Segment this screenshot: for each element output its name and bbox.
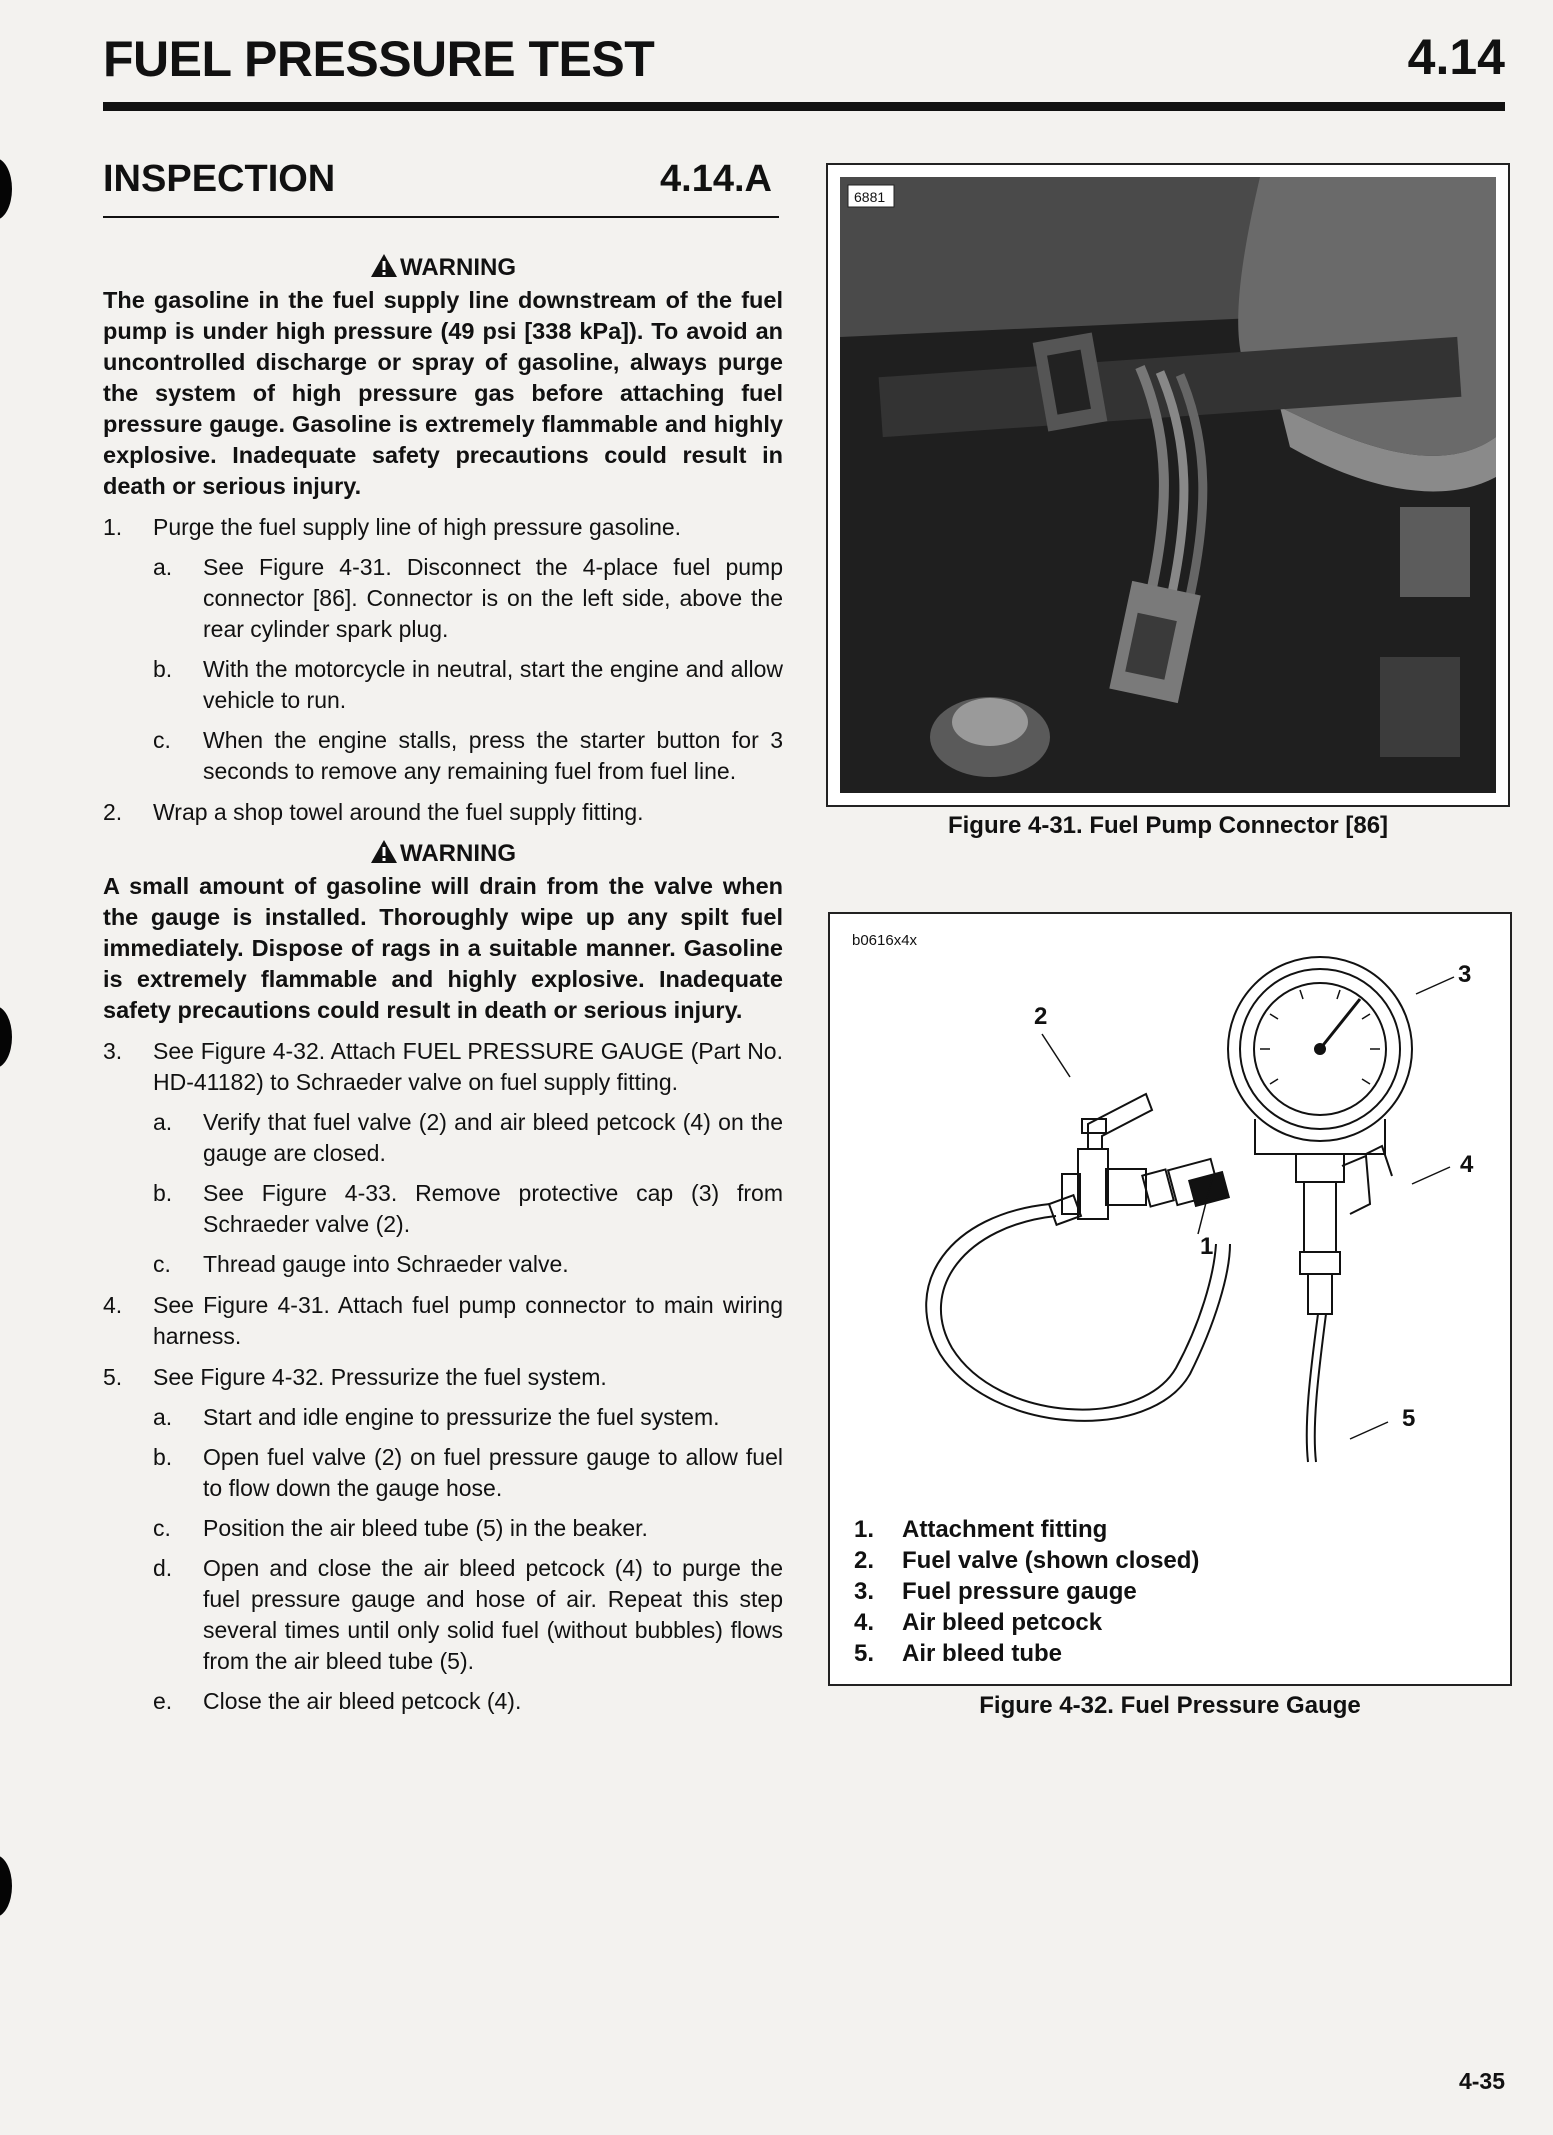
- legend-item: [854, 1576, 1199, 1607]
- substep-item: [103, 1178, 783, 1240]
- substep-letter: d.: [153, 1555, 173, 1581]
- fuel-pump-connector-photo: [840, 177, 1496, 793]
- step-item: [103, 797, 783, 828]
- step-text: See Figure 4-32. Pressurize the fuel system.: [153, 1364, 607, 1390]
- step-item: [103, 512, 783, 543]
- fuel-pressure-gauge-diagram: [830, 914, 1510, 1504]
- substep-letter: c.: [153, 1515, 171, 1541]
- figure-fuel-pump-connector: [826, 163, 1510, 807]
- substep-item: [103, 1513, 783, 1544]
- figure-caption: Figure 4-32. Fuel Pressure Gauge: [979, 1692, 1361, 1719]
- warning-heading: WARNING: [103, 252, 783, 283]
- step-text: See Figure 4-32. Attach FUEL PRESSURE GAUGE (Part No. HD-41182) to Schraeder valve on fuel supply fitting.: [153, 1038, 783, 1095]
- legend-number: 4.: [854, 1609, 875, 1636]
- step-item: [103, 1290, 783, 1352]
- legend-item: [854, 1545, 1199, 1576]
- step-number: 2.: [103, 799, 123, 825]
- callout-label: 5: [1402, 1405, 1416, 1432]
- legend-text: Air bleed tube: [902, 1640, 1063, 1667]
- substep-letter: a.: [153, 1404, 173, 1430]
- step-list: [103, 1036, 783, 1717]
- substep-letter: c.: [153, 727, 171, 753]
- legend-number: 2.: [854, 1547, 875, 1574]
- callout-label: 4: [1460, 1151, 1474, 1178]
- substep-item: [103, 1553, 783, 1677]
- substep-letter: a.: [153, 1109, 173, 1135]
- substep-letter: c.: [153, 1251, 171, 1277]
- substep-text: Open fuel valve (2) on fuel pressure gauge to allow fuel to flow down the gauge hose.: [203, 1444, 783, 1501]
- step-number: 5.: [103, 1364, 123, 1390]
- substep-letter: a.: [153, 554, 173, 580]
- legend-text: Fuel pressure gauge: [902, 1578, 1137, 1605]
- substep-item: [103, 552, 783, 645]
- page-number: 4-35: [1458, 2068, 1505, 2094]
- legend-text: Fuel valve (shown closed): [902, 1547, 1200, 1574]
- substep-text: With the motorcycle in neutral, start the engine and allow vehicle to run.: [203, 656, 783, 713]
- figure-caption: Figure 4-31. Fuel Pump Connector [86]: [947, 812, 1389, 839]
- substep-text: Verify that fuel valve (2) and air bleed petcock (4) on the gauge are closed.: [203, 1109, 783, 1166]
- callout-label: 1: [1200, 1233, 1214, 1260]
- legend-item: [854, 1514, 1199, 1545]
- legend-item: [854, 1607, 1199, 1638]
- subsection-number: 4.14.A: [660, 158, 772, 200]
- callout-label: 2: [1034, 1003, 1048, 1030]
- title-rule: [103, 102, 1505, 111]
- section-rule: [103, 216, 779, 218]
- substep-letter: b.: [153, 1444, 173, 1470]
- legend-item: [854, 1638, 1199, 1669]
- legend-number: 1.: [854, 1516, 875, 1543]
- substep-letter: b.: [153, 1180, 173, 1206]
- figure-tag: 6881: [854, 189, 886, 205]
- step-text: Purge the fuel supply line of high pressure gasoline.: [153, 514, 682, 540]
- substep-text: Thread gauge into Schraeder valve.: [203, 1251, 569, 1277]
- substep-item: [103, 654, 783, 716]
- step-number: 4.: [103, 1292, 123, 1318]
- substep-item: [103, 725, 783, 787]
- figure-tag: b0616x4x: [852, 932, 918, 949]
- legend-number: 3.: [854, 1578, 875, 1605]
- binder-hole-bottom: [0, 1855, 12, 1917]
- figure-fuel-pressure-gauge: [828, 912, 1512, 1686]
- substep-letter: e.: [153, 1688, 173, 1714]
- warning-text: The gasoline in the fuel supply line downstream of the fuel pump is under high pressure (49 psi [338 kPa]). To avoid an uncontrolled discharge or spray of gasoline, always purge the system of high pressure gas before attaching fuel pressure gauge. Gasoline is extremely flammable and highly explosive. Inadequate safety precautions could result in death or serious injury.: [103, 287, 783, 499]
- legend-text: Attachment fitting: [902, 1516, 1108, 1543]
- substep-item: [103, 1442, 783, 1504]
- substep-text: Close the air bleed petcock (4).: [203, 1688, 522, 1714]
- substep-text: Open and close the air bleed petcock (4) to purge the fuel pressure gauge and hose of air. Repeat this step several times until only solid fuel (without bubbles) flows from the air bleed tube (5).: [203, 1555, 783, 1674]
- substep-item: [103, 1107, 783, 1169]
- substep-item: [103, 1402, 783, 1433]
- figure-legend: [854, 1514, 1199, 1669]
- substep-text: Position the air bleed tube (5) in the beaker.: [203, 1515, 648, 1541]
- warning-triangle-icon: [370, 839, 398, 864]
- legend-text: Air bleed petcock: [902, 1609, 1103, 1636]
- substep-item: [103, 1249, 783, 1280]
- warning-heading: WARNING: [103, 838, 783, 869]
- substep-text: When the engine stalls, press the starter button for 3 seconds to remove any remaining fuel from fuel line.: [203, 727, 783, 784]
- step-item: [103, 1036, 783, 1098]
- step-item: [103, 1362, 783, 1393]
- section-title: INSPECTION: [103, 158, 336, 200]
- substep-text: See Figure 4-33. Remove protective cap (3) from Schraeder valve (2).: [203, 1180, 783, 1237]
- substep-item: [103, 1686, 783, 1717]
- legend-number: 5.: [854, 1640, 875, 1667]
- step-text: Wrap a shop towel around the fuel supply fitting.: [153, 799, 644, 825]
- warning-triangle-icon: [370, 253, 398, 278]
- binder-hole-middle: [0, 1006, 12, 1068]
- step-list: [103, 512, 783, 828]
- callout-label: 3: [1458, 961, 1472, 988]
- step-number: 1.: [103, 514, 123, 540]
- substep-letter: b.: [153, 656, 173, 682]
- step-text: See Figure 4-31. Attach fuel pump connector to main wiring harness.: [153, 1292, 783, 1349]
- substep-text: See Figure 4-31. Disconnect the 4-place fuel pump connector [86]. Connector is on the left side, above the rear cylinder spark plug.: [203, 554, 783, 642]
- page-title: FUEL PRESSURE TEST: [103, 31, 655, 87]
- step-number: 3.: [103, 1038, 123, 1064]
- binder-hole-top: [0, 158, 12, 220]
- procedure-column: [103, 248, 783, 1717]
- section-number: 4.14: [1407, 29, 1505, 85]
- warning-text: A small amount of gasoline will drain from the valve when the gauge is installed. Thoroughly wipe up any spilt fuel immediately. Dispose of rags in a suitable manner. Gasoline is extremely flammable and highly explosive. Inadequate safety precautions could result in death or serious injury.: [103, 873, 783, 1023]
- substep-text: Start and idle engine to pressurize the fuel system.: [203, 1404, 720, 1430]
